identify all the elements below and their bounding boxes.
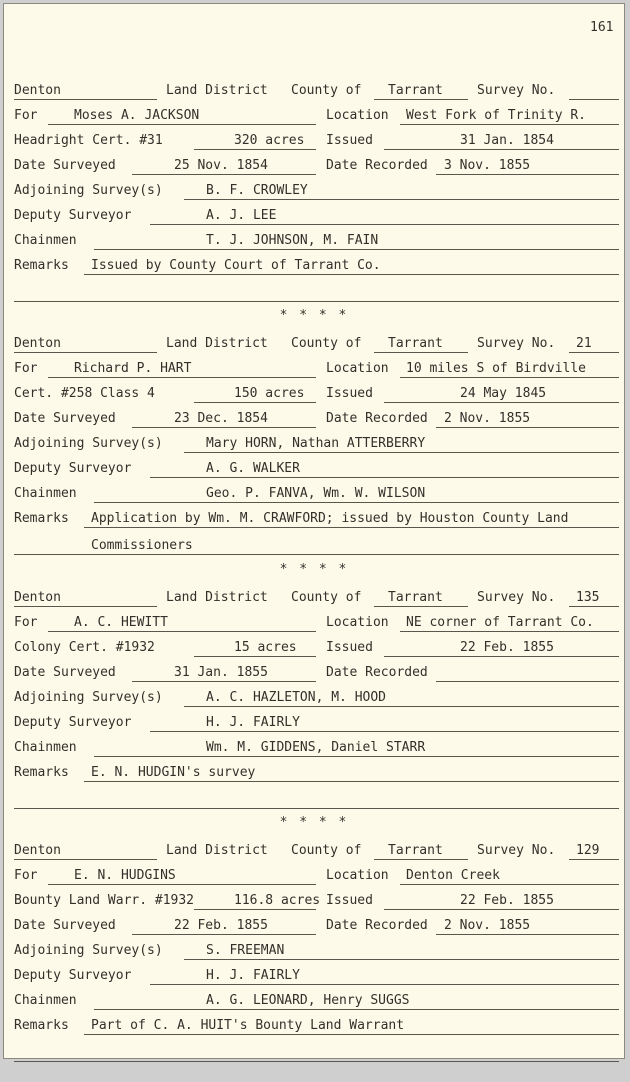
underline <box>400 124 619 125</box>
underline <box>84 1034 619 1035</box>
row-date-surveyed <box>4 664 624 684</box>
row-remarks <box>4 1017 624 1037</box>
underline <box>84 274 619 275</box>
for-label: For <box>14 108 38 123</box>
date-recorded-label: Date Recorded <box>326 158 428 173</box>
document-page <box>3 3 625 1059</box>
underline <box>384 909 619 910</box>
underline <box>194 402 316 403</box>
location-label: Location <box>326 868 389 883</box>
date-surveyed-label: Date Surveyed <box>14 158 116 173</box>
underline <box>14 859 157 860</box>
row-chainmen <box>4 485 624 505</box>
for-label: For <box>14 615 38 630</box>
district-value: Denton <box>14 336 61 351</box>
underline <box>374 352 468 353</box>
underline <box>436 174 619 175</box>
adjoining-label: Adjoining Survey(s) <box>14 943 163 958</box>
adjoining-value: S. FREEMAN <box>206 943 285 958</box>
row-remarks-continued <box>4 284 624 304</box>
adjoining-label: Adjoining Survey(s) <box>14 183 163 198</box>
survey-record <box>4 335 624 575</box>
row-for <box>4 107 624 127</box>
date-recorded-value: 2 Nov. 1855 <box>444 918 531 933</box>
underline <box>14 606 157 607</box>
survey-no-value: 135 <box>576 590 600 605</box>
row-adjoining <box>4 182 624 202</box>
underline <box>150 477 619 478</box>
underline <box>436 427 619 428</box>
date-surveyed-value: 23 Dec. 1854 <box>174 411 268 426</box>
record-separator: * * * * <box>279 815 349 830</box>
row-deputy <box>4 967 624 987</box>
date-surveyed-label: Date Surveyed <box>14 918 116 933</box>
survey-record <box>4 842 624 1082</box>
page-number: 161 <box>590 20 614 35</box>
underline <box>94 756 619 757</box>
row-date-surveyed <box>4 157 624 177</box>
row-cert <box>4 385 624 405</box>
issued-value: 31 Jan. 1854 <box>460 133 554 148</box>
deputy-label: Deputy Surveyor <box>14 968 132 983</box>
remarks-label: Remarks <box>14 1018 69 1033</box>
acres-value: 320 acres <box>234 133 305 148</box>
underline <box>194 909 316 910</box>
underline <box>384 402 619 403</box>
date-surveyed-label: Date Surveyed <box>14 411 116 426</box>
row-district <box>4 335 624 355</box>
remarks-label: Remarks <box>14 511 69 526</box>
chainmen-label: Chainmen <box>14 993 77 1008</box>
underline <box>132 934 316 935</box>
district-value: Denton <box>14 843 61 858</box>
location-value: 10 miles S of Birdville <box>406 361 587 376</box>
deputy-value: H. J. FAIRLY <box>206 715 300 730</box>
row-remarks <box>4 510 624 530</box>
underline <box>436 934 619 935</box>
date-surveyed-value: 31 Jan. 1855 <box>174 665 268 680</box>
remarks-value: E. N. HUDGIN's survey <box>91 765 256 780</box>
underline <box>150 224 619 225</box>
date-surveyed-value: 22 Feb. 1855 <box>174 918 268 933</box>
underline <box>14 99 157 100</box>
underline <box>48 377 316 378</box>
remarks-value: Part of C. A. HUIT's Bounty Land Warrant <box>91 1018 405 1033</box>
land-district-label: Land District <box>166 590 268 605</box>
survey-no-value: 129 <box>576 843 600 858</box>
county-label: County of <box>291 590 362 605</box>
cert-value: Headright Cert. #31 <box>14 133 163 148</box>
acres-value: 15 acres <box>234 640 297 655</box>
county-label: County of <box>291 843 362 858</box>
underline <box>84 527 619 528</box>
underline <box>94 1009 619 1010</box>
deputy-label: Deputy Surveyor <box>14 461 132 476</box>
underline <box>436 681 619 682</box>
date-recorded-label: Date Recorded <box>326 665 428 680</box>
underline <box>94 249 619 250</box>
row-remarks <box>4 764 624 784</box>
underline <box>48 631 316 632</box>
row-cert <box>4 132 624 152</box>
survey-record <box>4 82 624 322</box>
chainmen-value: T. J. JOHNSON, M. FAIN <box>206 233 379 248</box>
issued-value: 22 Feb. 1855 <box>460 640 554 655</box>
underline <box>14 808 619 809</box>
underline <box>150 984 619 985</box>
land-district-label: Land District <box>166 83 268 98</box>
adjoining-value: A. C. HAZLETON, M. HOOD <box>206 690 387 705</box>
issued-value: 24 May 1845 <box>460 386 547 401</box>
remarks-label: Remarks <box>14 258 69 273</box>
for-label: For <box>14 868 38 883</box>
for-value: Moses A. JACKSON <box>74 108 200 123</box>
county-value: Tarrant <box>388 336 443 351</box>
date-surveyed-value: 25 Nov. 1854 <box>174 158 268 173</box>
record-separator: * * * * <box>279 562 349 577</box>
row-date-surveyed <box>4 410 624 430</box>
deputy-label: Deputy Surveyor <box>14 208 132 223</box>
underline <box>48 884 316 885</box>
adjoining-value: Mary HORN, Nathan ATTERBERRY <box>206 436 426 451</box>
county-label: County of <box>291 83 362 98</box>
underline <box>569 859 619 860</box>
acres-value: 116.8 acres <box>234 893 321 908</box>
underline <box>374 606 468 607</box>
county-value: Tarrant <box>388 843 443 858</box>
row-remarks-continued <box>4 1044 624 1064</box>
record-separator: * * * * <box>279 308 349 323</box>
survey-no-label: Survey No. <box>477 843 556 858</box>
issued-label: Issued <box>326 133 373 148</box>
underline <box>384 149 619 150</box>
underline <box>400 377 619 378</box>
date-recorded-label: Date Recorded <box>326 918 428 933</box>
row-chainmen <box>4 992 624 1012</box>
cert-value: Cert. #258 Class 4 <box>14 386 155 401</box>
location-value: NE corner of Tarrant Co. <box>406 615 594 630</box>
row-deputy <box>4 714 624 734</box>
adjoining-label: Adjoining Survey(s) <box>14 690 163 705</box>
cert-value: Colony Cert. #1932 <box>14 640 155 655</box>
underline <box>132 174 316 175</box>
remarks-label: Remarks <box>14 765 69 780</box>
underline <box>194 149 316 150</box>
deputy-value: A. J. LEE <box>206 208 277 223</box>
chainmen-value: Geo. P. FANVA, Wm. W. WILSON <box>206 486 426 501</box>
cert-value: Bounty Land Warr. #1932 <box>14 893 195 908</box>
row-remarks-continued <box>4 791 624 811</box>
survey-no-label: Survey No. <box>477 83 556 98</box>
underline <box>48 124 316 125</box>
underline <box>14 301 619 302</box>
row-for <box>4 614 624 634</box>
row-adjoining <box>4 942 624 962</box>
issued-label: Issued <box>326 640 373 655</box>
underline <box>150 731 619 732</box>
location-label: Location <box>326 108 389 123</box>
land-district-label: Land District <box>166 336 268 351</box>
chainmen-value: Wm. M. GIDDENS, Daniel STARR <box>206 740 426 755</box>
county-value: Tarrant <box>388 590 443 605</box>
row-district <box>4 82 624 102</box>
remarks-continued-value: Commissioners <box>91 538 193 553</box>
underline <box>569 606 619 607</box>
date-recorded-value: 3 Nov. 1855 <box>444 158 531 173</box>
row-district <box>4 842 624 862</box>
chainmen-value: A. G. LEONARD, Henry SUGGS <box>206 993 410 1008</box>
chainmen-label: Chainmen <box>14 233 77 248</box>
row-chainmen <box>4 232 624 252</box>
underline <box>569 352 619 353</box>
issued-label: Issued <box>326 386 373 401</box>
row-cert <box>4 639 624 659</box>
district-value: Denton <box>14 83 61 98</box>
underline <box>84 781 619 782</box>
acres-value: 150 acres <box>234 386 305 401</box>
underline <box>14 554 619 555</box>
underline <box>400 631 619 632</box>
survey-record <box>4 589 624 829</box>
row-adjoining <box>4 689 624 709</box>
remarks-value: Issued by County Court of Tarrant Co. <box>91 258 381 273</box>
location-value: Denton Creek <box>406 868 500 883</box>
for-value: Richard P. HART <box>74 361 192 376</box>
deputy-value: A. G. WALKER <box>206 461 300 476</box>
underline <box>400 884 619 885</box>
location-label: Location <box>326 361 389 376</box>
deputy-value: H. J. FAIRLY <box>206 968 300 983</box>
chainmen-label: Chainmen <box>14 486 77 501</box>
remarks-value: Application by Wm. M. CRAWFORD; issued by Houston County Land <box>91 511 569 526</box>
underline <box>374 99 468 100</box>
underline <box>184 452 619 453</box>
underline <box>132 427 316 428</box>
deputy-label: Deputy Surveyor <box>14 715 132 730</box>
date-recorded-label: Date Recorded <box>326 411 428 426</box>
row-deputy <box>4 460 624 480</box>
underline <box>14 352 157 353</box>
underline <box>184 199 619 200</box>
survey-no-label: Survey No. <box>477 590 556 605</box>
underline <box>14 1061 619 1062</box>
underline <box>374 859 468 860</box>
underline <box>194 656 316 657</box>
row-for <box>4 867 624 887</box>
county-label: County of <box>291 336 362 351</box>
for-value: E. N. HUDGINS <box>74 868 176 883</box>
date-surveyed-label: Date Surveyed <box>14 665 116 680</box>
row-deputy <box>4 207 624 227</box>
location-value: West Fork of Trinity R. <box>406 108 587 123</box>
adjoining-value: B. F. CROWLEY <box>206 183 308 198</box>
survey-no-label: Survey No. <box>477 336 556 351</box>
row-remarks-continued <box>4 537 624 557</box>
underline <box>94 502 619 503</box>
row-adjoining <box>4 435 624 455</box>
district-value: Denton <box>14 590 61 605</box>
land-district-label: Land District <box>166 843 268 858</box>
row-chainmen <box>4 739 624 759</box>
underline <box>569 99 619 100</box>
for-value: A. C. HEWITT <box>74 615 168 630</box>
row-district <box>4 589 624 609</box>
survey-no-value: 21 <box>576 336 592 351</box>
chainmen-label: Chainmen <box>14 740 77 755</box>
location-label: Location <box>326 615 389 630</box>
underline <box>184 706 619 707</box>
adjoining-label: Adjoining Survey(s) <box>14 436 163 451</box>
issued-label: Issued <box>326 893 373 908</box>
underline <box>184 959 619 960</box>
row-remarks <box>4 257 624 277</box>
county-value: Tarrant <box>388 83 443 98</box>
underline <box>384 656 619 657</box>
row-date-surveyed <box>4 917 624 937</box>
for-label: For <box>14 361 38 376</box>
issued-value: 22 Feb. 1855 <box>460 893 554 908</box>
date-recorded-value: 2 Nov. 1855 <box>444 411 531 426</box>
underline <box>132 681 316 682</box>
row-for <box>4 360 624 380</box>
row-cert <box>4 892 624 912</box>
